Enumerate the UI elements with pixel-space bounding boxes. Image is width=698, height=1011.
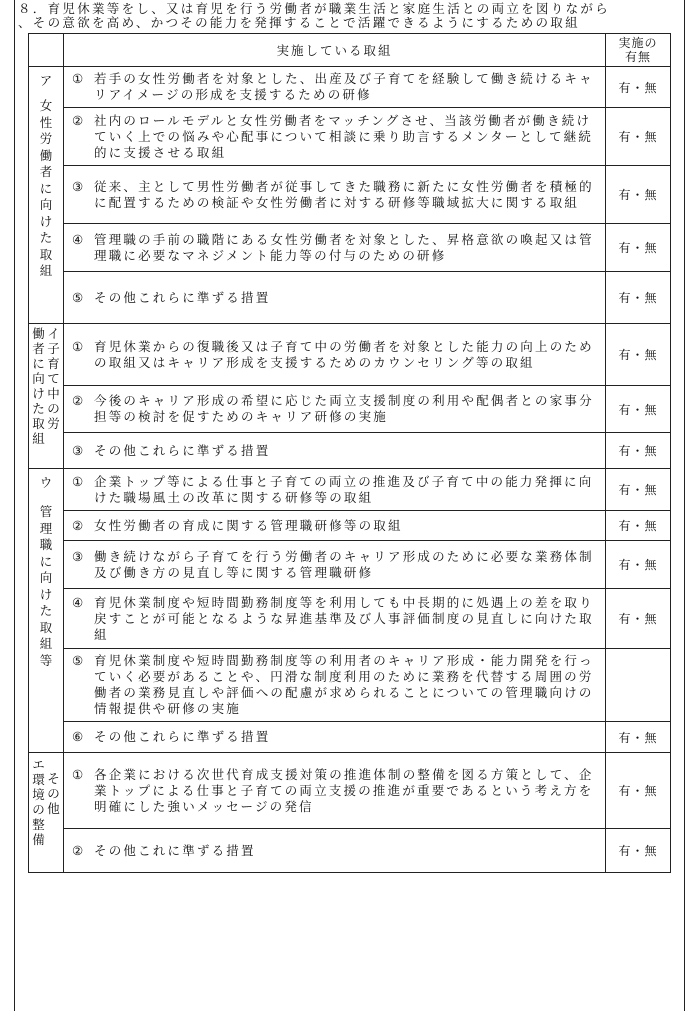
item-text: 女性労働者の育成に関する管理職研修等の取組	[94, 517, 403, 533]
status-a-4[interactable]: 有・無	[606, 224, 671, 272]
header-blank-cell	[29, 34, 64, 67]
category-i-letter: イ	[47, 326, 60, 341]
category-i-title-col2	[47, 326, 61, 446]
item-text: 各企業における次世代育成支援対策の推進体制の整備を図る方策として、企業トップによる仕事と子育ての両立支援の推進が重要であるという考え方を明確にした強いメッセージの発信	[94, 766, 594, 814]
table-row	[29, 433, 671, 469]
category-e-title	[29, 757, 63, 847]
item-number: ①	[72, 71, 86, 86]
category-a-letter: ア	[39, 73, 53, 88]
item-number: ⑥	[72, 729, 86, 744]
header-measures: 実施している取組	[64, 34, 606, 67]
category-a	[29, 67, 64, 324]
status-u-6[interactable]: 有・無	[606, 722, 671, 753]
header-status	[606, 34, 671, 67]
category-i-title	[29, 326, 63, 446]
table-header-row	[29, 34, 671, 67]
item-number: ①	[72, 338, 86, 354]
item-text: その他これらに準ずる措置	[94, 729, 271, 744]
category-e-title-col2: その他	[47, 771, 60, 816]
item-i-1	[64, 324, 606, 386]
item-number: ③	[72, 442, 86, 458]
table-row	[29, 272, 671, 324]
item-text: 育児休業からの復職後又は子育て中の労働者を対象とした能力の向上のための取組又はキャリア形成を支援するためのカウンセリング等の取組	[94, 338, 594, 370]
item-a-4	[64, 224, 606, 272]
category-a-title: 女性労働者に向けた取組	[39, 98, 53, 278]
item-number: ①	[72, 473, 86, 489]
item-number: ④	[72, 231, 86, 247]
item-a-5	[64, 272, 606, 324]
category-e	[29, 753, 64, 873]
item-number: ③	[72, 178, 86, 194]
item-text: 育児休業制度や短時間勤務制度等の利用者のキャリア形成・能力開発を行っていく必要があることや、円滑な制度利用のために業務を代替する周囲の労働者の業務見直しや評価への配慮が求められることについての管理職向けの情報提供や研修の実施	[94, 653, 594, 716]
item-i-3	[64, 433, 606, 469]
item-text: 働き続けながら子育てを行う労働者のキャリア形成のために必要な業務体制及び働き方の見直し等に関する管理職研修	[94, 548, 594, 580]
status-u-3[interactable]: 有・無	[606, 541, 671, 589]
table-row	[29, 649, 671, 722]
item-text: 社内のロールモデルと女性労働者をマッチングさせ、当該労働者が働き続けていく上での悩みや心配事について相談に乗り助言するメンターとして継続的に支援させる取組	[94, 112, 594, 160]
category-e-title-col1-wrap	[32, 757, 46, 847]
status-u-1[interactable]: 有・無	[606, 469, 671, 511]
item-a-2	[64, 108, 606, 166]
item-number: ③	[72, 548, 86, 564]
table-row	[29, 469, 671, 511]
item-text: 管理職の手前の職階にある女性労働者を対象とした、昇格意欲の喚起又は管理職に必要なマネジメント能力等の付与のための研修	[94, 231, 594, 263]
table-row	[29, 324, 671, 386]
status-e-1[interactable]: 有・無	[606, 753, 671, 829]
item-number: ⑤	[72, 289, 86, 305]
status-i-1[interactable]: 有・無	[606, 324, 671, 386]
item-text: 若手の女性労働者を対象とした、出産及び子育てを経験して働き続けるキャリアイメージの形成を支援するための研修	[94, 71, 594, 102]
item-u-6	[64, 722, 606, 753]
table-row	[29, 589, 671, 649]
status-i-3[interactable]: 有・無	[606, 433, 671, 469]
table-row	[29, 224, 671, 272]
table-row	[29, 722, 671, 753]
category-i-title-col2-text: 子育て中の労	[47, 341, 60, 431]
status-u-4[interactable]: 有・無	[606, 589, 671, 649]
item-text: その他これらに準ずる措置	[94, 289, 271, 305]
heading-line-1: ８．育児休業等をし、又は育児を行う労働者が職業生活と家庭生活との両立を図りながら	[18, 1, 611, 16]
section-heading	[18, 2, 684, 30]
measures-table	[28, 33, 671, 873]
item-text: 育児休業制度や短時間勤務制度等を利用しても中長期的に処遇上の差を取り戻すことが可能となるような昇進基準及び人事評価制度の見直しに向けた取組	[94, 594, 594, 642]
status-a-1[interactable]: 有・無	[606, 67, 671, 108]
item-number: ②	[72, 112, 86, 128]
item-e-2	[64, 829, 606, 873]
item-u-1	[64, 469, 606, 511]
item-number: ⑤	[72, 653, 86, 668]
table-row	[29, 753, 671, 829]
status-u-2[interactable]: 有・無	[606, 511, 671, 541]
item-text: その他これに準ずる措置	[94, 842, 256, 858]
item-e-1	[64, 753, 606, 829]
table-row	[29, 166, 671, 224]
status-i-2[interactable]: 有・無	[606, 386, 671, 433]
table-row	[29, 541, 671, 589]
item-u-5	[64, 649, 606, 722]
table-row	[29, 386, 671, 433]
status-u-5[interactable]	[606, 649, 671, 722]
item-text: 企業トップ等による仕事と子育ての両立の推進及び子育て中の能力発揮に向けた職場風土の改革に関する研修等の取組	[94, 473, 594, 505]
item-number: ②	[72, 517, 86, 533]
category-i-title-col1: 働者に向けた取組	[32, 326, 45, 446]
category-u-letter: ウ	[39, 475, 53, 490]
item-i-2	[64, 386, 606, 433]
item-u-2	[64, 511, 606, 541]
item-u-3	[64, 541, 606, 589]
table-row	[29, 67, 671, 108]
item-a-1	[64, 67, 606, 108]
status-a-2[interactable]: 有・無	[606, 108, 671, 166]
category-i	[29, 324, 64, 469]
item-a-3	[64, 166, 606, 224]
category-e-letter: エ	[32, 757, 45, 772]
item-number: ②	[72, 842, 86, 858]
status-a-3[interactable]: 有・無	[606, 166, 671, 224]
category-u-title: 管理職に向けた取組等	[39, 504, 53, 668]
item-text: その他これらに準ずる措置	[94, 442, 271, 458]
item-number: ①	[72, 766, 86, 782]
item-number: ②	[72, 393, 86, 408]
header-status-line-2: 有無	[624, 50, 651, 64]
status-a-5[interactable]: 有・無	[606, 272, 671, 324]
heading-line-2: 、その意欲を高め、かつその能力を発揮することで活躍できるようにするための取組	[18, 15, 580, 30]
table-row	[29, 511, 671, 541]
category-e-title-col1: 環境の整備	[32, 772, 45, 847]
status-e-2[interactable]: 有・無	[606, 829, 671, 873]
item-text: 今後のキャリア形成の希望に応じた両立支援制度の利用や配偶者との家事分担等の検討を促すためのキャリア研修の実施	[94, 393, 594, 424]
item-number: ④	[72, 594, 86, 610]
header-status-line-1: 実施の	[618, 36, 658, 50]
table-row	[29, 829, 671, 873]
table-row	[29, 108, 671, 166]
item-text: 従来、主として男性労働者が従事してきた職務に新たに女性労働者を積極的に配置するための検証や女性労働者に対する研修等職域拡大に関する取組	[94, 178, 594, 210]
item-u-4	[64, 589, 606, 649]
category-u	[29, 469, 64, 753]
